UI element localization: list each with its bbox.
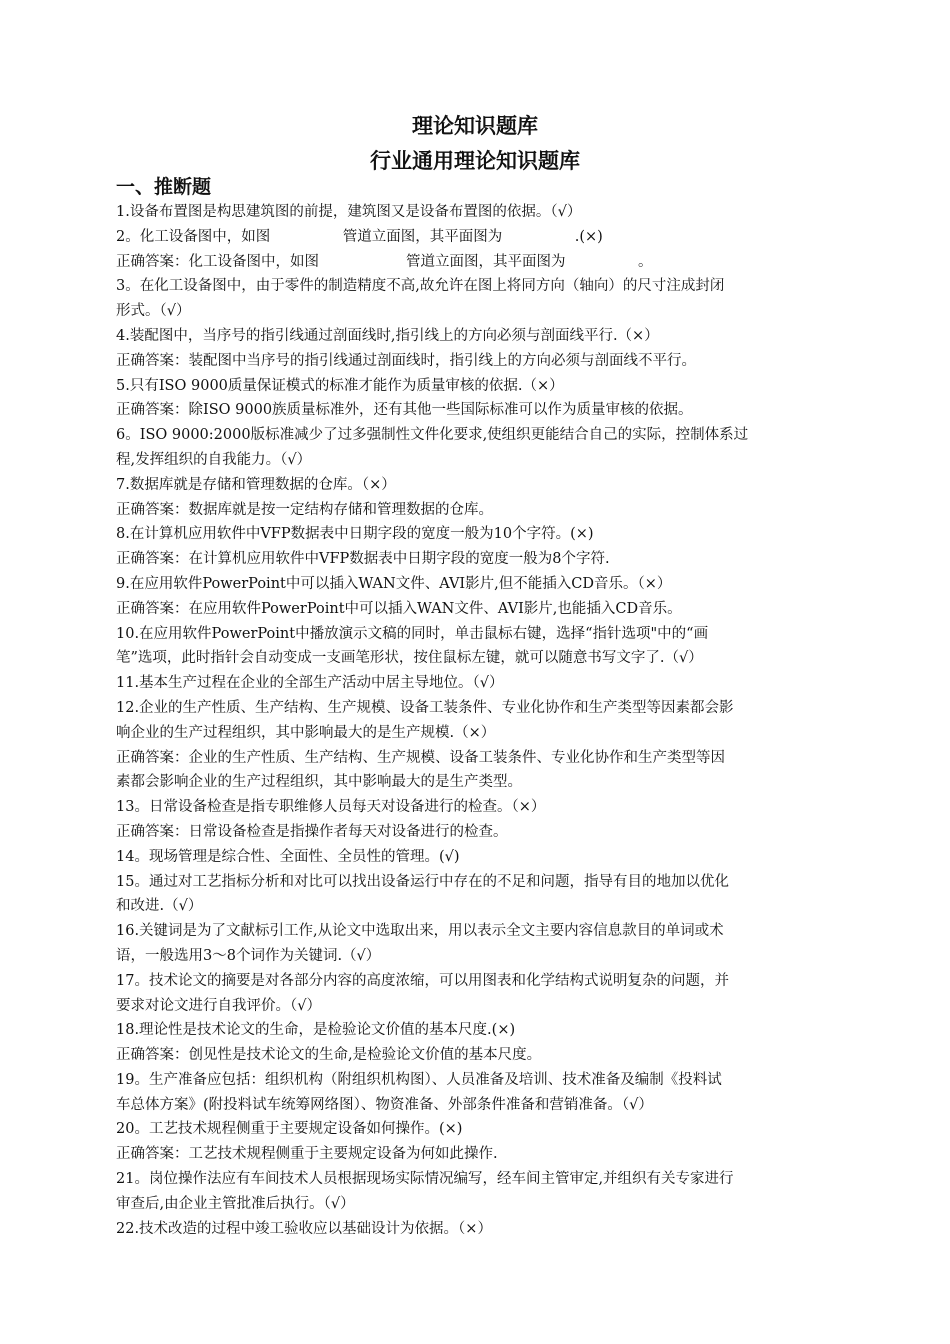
text-line: 形式。（√） [116, 303, 191, 320]
text-line: 程,发挥组织的自我能力。（√） [116, 451, 312, 468]
document-title: 理论知识题库 [412, 114, 538, 138]
text-line: 4.装配图中，当序号的指引线通过剖面线时,指引线上的方向必须与剖面线平行.（×） [116, 327, 659, 344]
text-line: 13。日常设备检查是指专职维修人员每天对设备进行的检查。（×） [116, 799, 546, 816]
question-list [116, 200, 836, 1241]
text-line: 和改进.（√） [116, 898, 203, 915]
text-line: 11.基本生产过程在企业的全部生产活动中居主导地位。（√） [116, 675, 504, 692]
text-line: 审查后,由企业主管批准后执行。（√） [116, 1195, 355, 1212]
text-line: 17。技术论文的摘要是对各部分内容的高度浓缩，可以用图表和化学结构式说明复杂的问题，并 [116, 972, 729, 989]
text-line: 要求对论文进行自我评价。（√） [116, 997, 321, 1014]
text-line: 正确答案：在计算机应用软件中VFP数据表中日期字段的宽度一般为8个字符. [116, 551, 610, 568]
text-line: 正确答案：工艺技术规程侧重于主要规定设备为何如此操作. [116, 1146, 498, 1163]
text-line: 12.企业的生产性质、生产结构、生产规模、设备工装条件、专业化协作和生产类型等因素都会影 [116, 699, 734, 716]
text-line: 笔”选项，此时指针会自动变成一支画笔形状，按住鼠标左键，就可以随意书写文字了.（√） [116, 650, 703, 667]
text-line: 3。在化工设备图中，由于零件的制造精度不高,故允许在图上将同方向（轴向）的尺寸注成封闭 [116, 278, 725, 295]
document-subtitle: 行业通用理论知识题库 [370, 149, 580, 173]
text-line: 素都会影响企业的生产过程组织，其中影响最大的是生产类型。 [116, 774, 522, 791]
text-line: 22.技术改造的过程中竣工验收应以基础设计为依据。（×） [116, 1220, 492, 1237]
text-line: 正确答案：装配图中当序号的指引线通过剖面线时，指引线上的方向必须与剖面线不平行。 [116, 352, 696, 369]
text-line: 5.只有ISO 9000质量保证模式的标准才能作为质量审核的依据.（×） [116, 377, 564, 394]
text-line: 正确答案：数据库就是按一定结构存储和管理数据的仓库。 [116, 501, 493, 518]
text-line: 6。ISO 9000:2000版标准减少了过多强制性文件化要求,使组织更能结合自己的实际，控制体系过 [116, 427, 749, 444]
text-line: 9.在应用软件PowerPoint中可以插入WAN文件、AVI影片,但不能插入CD音乐。（×） [116, 575, 672, 592]
text-line: 响企业的生产过程组织，其中影响最大的是生产规模.（×） [116, 724, 496, 741]
text-line: 1.设备布置图是构思建筑图的前提，建筑图又是设备布置图的依据。（√） [116, 204, 582, 220]
text-line: 21。岗位操作法应有车间技术人员根据现场实际情况编写，经车间主管审定,并组织有关专家进行 [116, 1171, 734, 1188]
text-line: 10.在应用软件PowerPoint中播放演示文稿的同时，单击鼠标右键，选择“指针选项"中的“画 [116, 625, 709, 642]
text-line: 2。化工设备图中，如图 管道立面图，其平面图为 .(×) [116, 228, 603, 245]
text-line: 正确答案：企业的生产性质、生产结构、生产规模、设备工装条件、专业化协作和生产类型等因 [116, 749, 725, 766]
text-line: 正确答案：在应用软件PowerPoint中可以插入WAN文件、AVI影片,也能插入CD音乐。 [116, 600, 682, 617]
text-line: 8.在计算机应用软件中VFP数据表中日期字段的宽度一般为10个字符。(×) [116, 526, 594, 543]
text-line: 正确答案：化工设备图中，如图 管道立面图，其平面图为 。 [116, 253, 653, 270]
text-line: 正确答案：除ISO 9000族质量标准外，还有其他一些国际标准可以作为质量审核的依据。 [116, 402, 693, 419]
text-line: 16.关键词是为了文献标引工作,从论文中选取出来，用以表示全文主要内容信息款目的单词或术 [116, 923, 724, 940]
section-heading: 一、推断题 [116, 176, 212, 198]
text-line: 正确答案：日常设备检查是指操作者每天对设备进行的检查。 [116, 823, 508, 840]
text-line: 20。工艺技术规程侧重于主要规定设备如何操作。(×) [116, 1121, 463, 1138]
text-line: 15。通过对工艺指标分析和对比可以找出设备运行中存在的不足和问题，指导有目的地加以优化 [116, 873, 729, 890]
text-line: 19。生产准备应包括：组织机构（附组织机构图）、人员准备及培训、技术准备及编制《投料试 [116, 1071, 722, 1088]
text-line: 18.理论性是技术论文的生命，是检验论文价值的基本尺度.(×) [116, 1022, 516, 1039]
text-line: 正确答案：创见性是技术论文的生命,是检验论文价值的基本尺度。 [116, 1047, 542, 1064]
text-line: 语，一般选用3～8个词作为关键词.（√） [116, 947, 381, 964]
text-line: 14。现场管理是综合性、全面性、全员性的管理。(√) [116, 848, 460, 865]
text-line: 7.数据库就是存储和管理数据的仓库。（×） [116, 476, 396, 493]
text-line: 车总体方案》(附投料试车统筹网络图）、物资准备、外部条件准备和营销准备。（√） [116, 1096, 653, 1113]
